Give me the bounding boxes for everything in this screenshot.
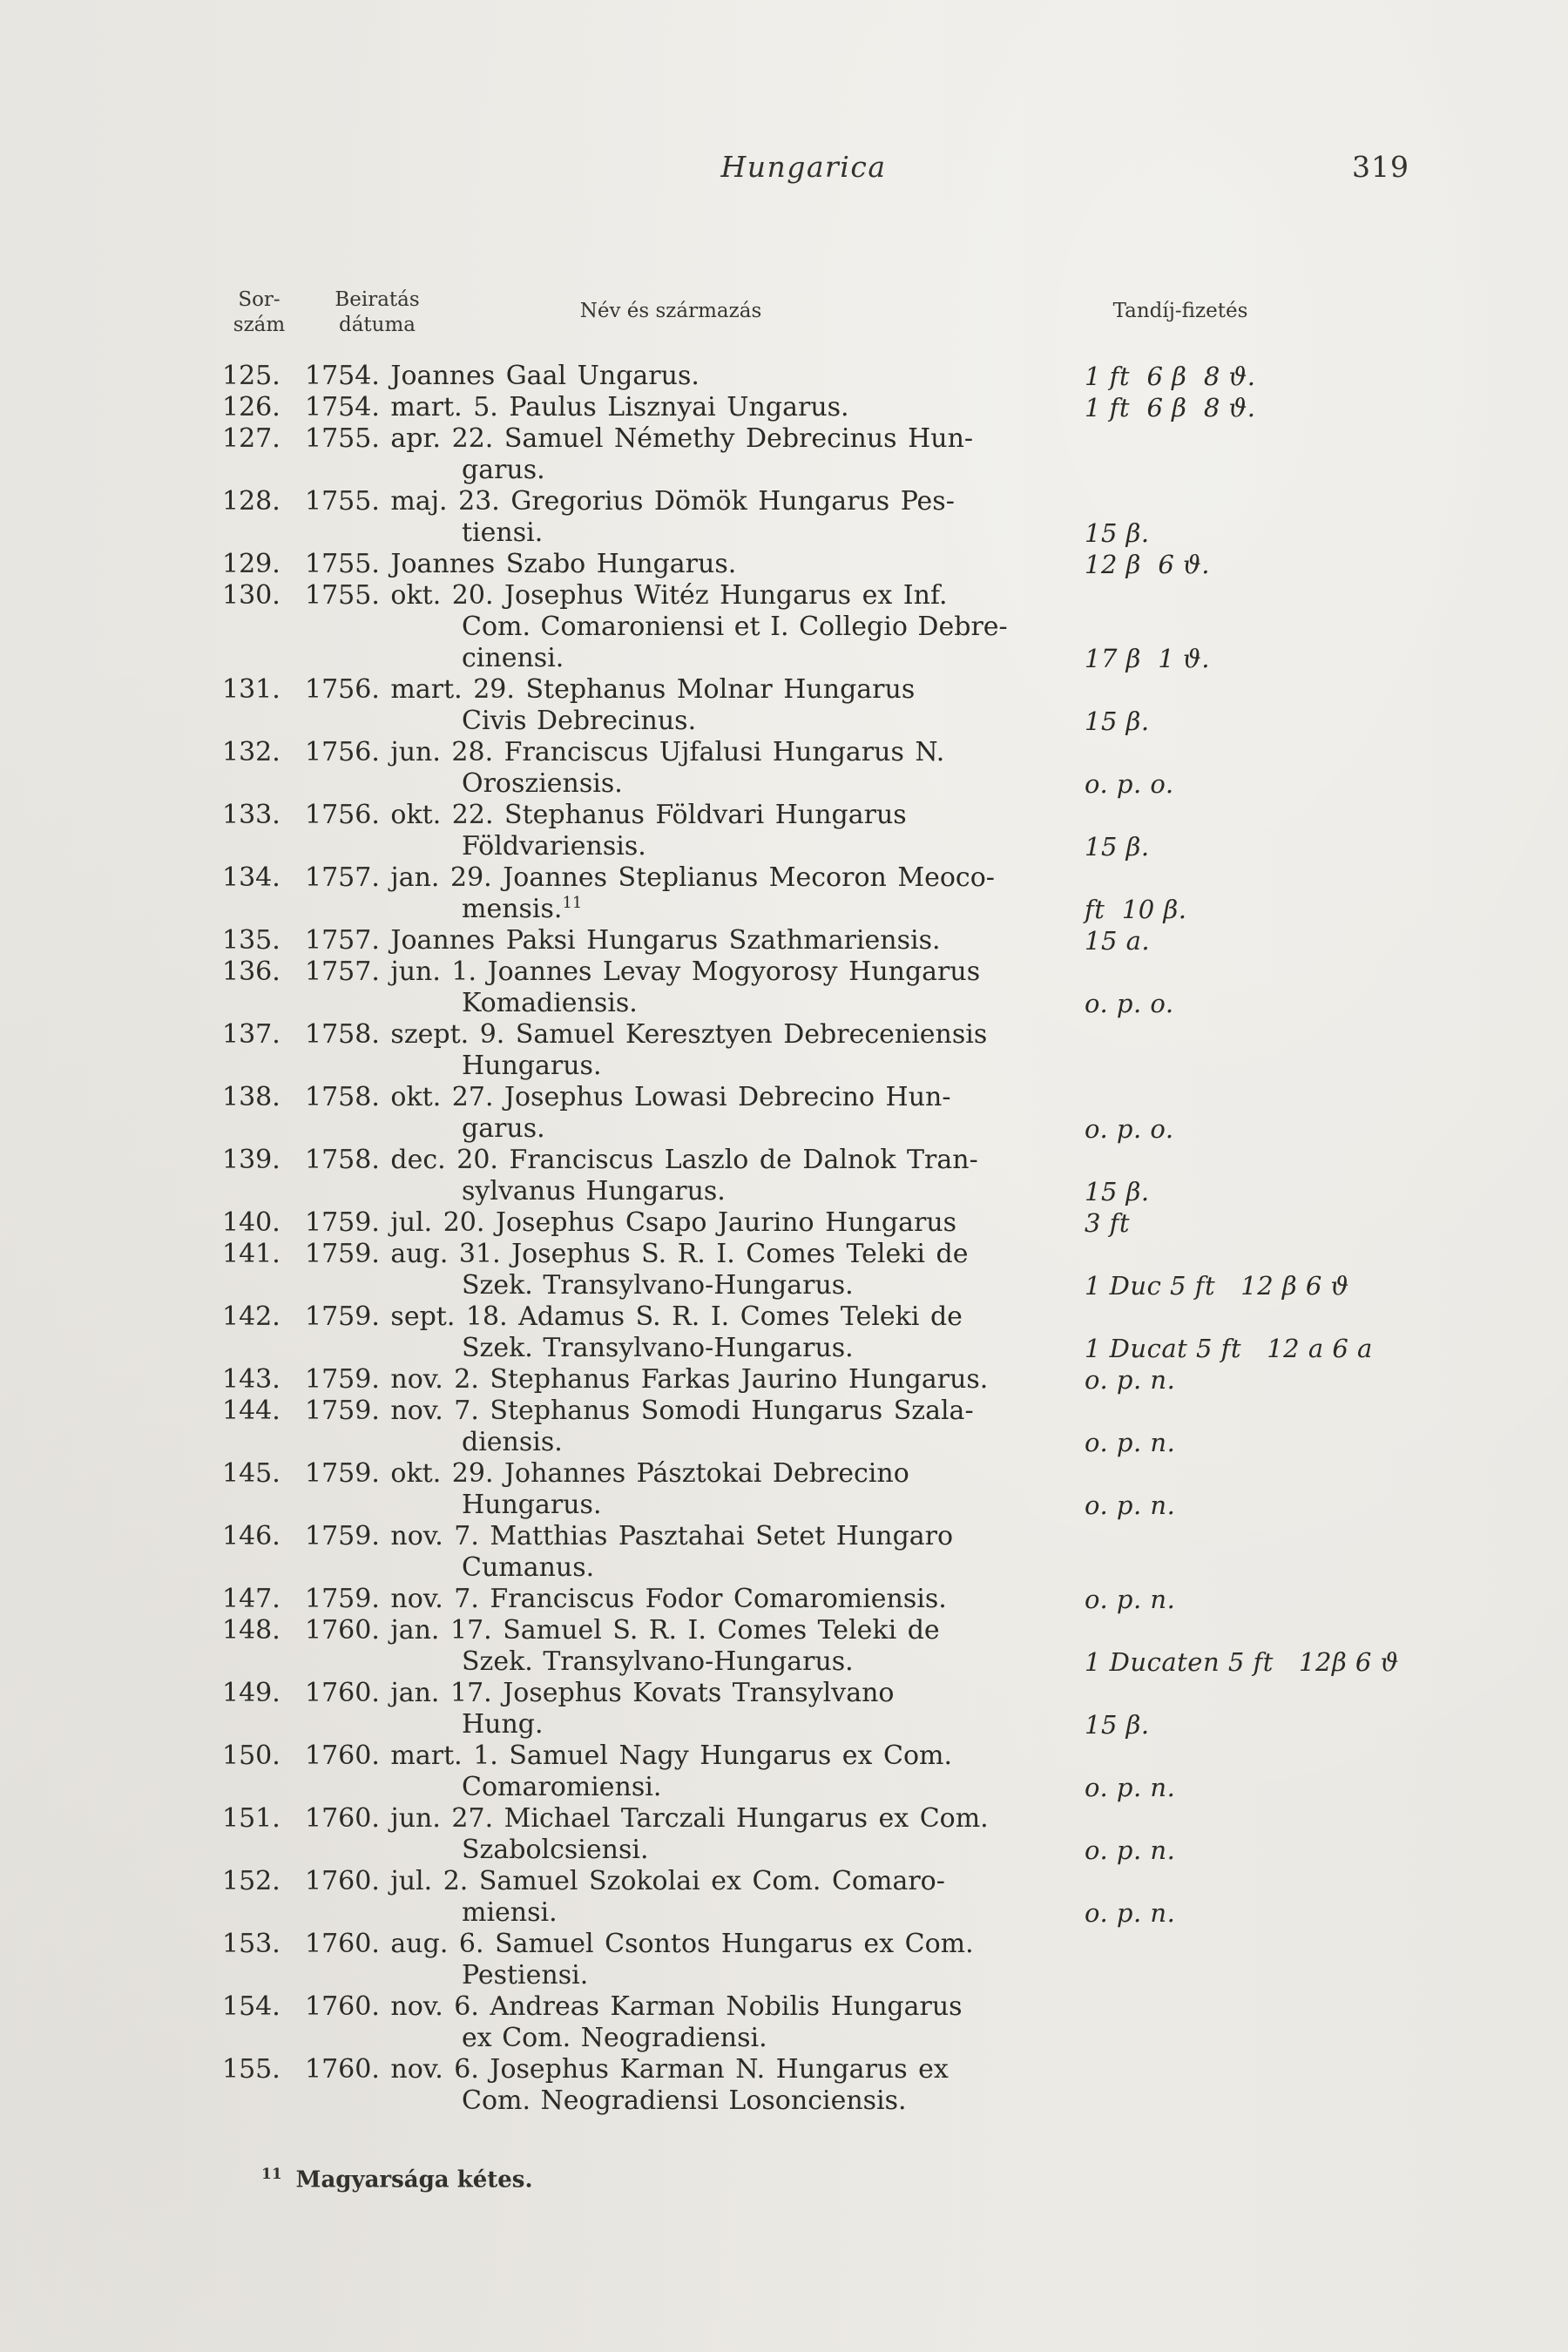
row-line-continuation (222, 1960, 1468, 1991)
row-line-first (222, 956, 1468, 988)
row-line-continuation (222, 1897, 1468, 1929)
row-line-first (222, 486, 1468, 517)
row-line-first (222, 1364, 1468, 1396)
footnote-text: Magyarsága kétes. (295, 2166, 533, 2193)
row-payment: 12 β 6 ϑ. (1085, 550, 1210, 579)
row-number: 145. (222, 1458, 280, 1489)
table-row (222, 392, 1468, 423)
row-line-continuation (222, 1772, 1468, 1803)
row-payment: 1 ft 6 β 8 ϑ. (1085, 393, 1256, 422)
row-number: 155. (222, 2054, 280, 2085)
table-row (222, 1803, 1468, 1866)
row-number: 127. (222, 423, 280, 454)
row-number: 126. (222, 392, 280, 422)
row-line-continuation (222, 1176, 1468, 1207)
row-name-continuation: Com. Neogradiensi Losonciensis. (462, 2085, 907, 2116)
row-date-and-name: 1758. szept. 9. Samuel Keresztyen Debreceniensis (305, 1019, 988, 1050)
row-number: 137. (222, 1019, 280, 1050)
row-payment: 1 ft 6 β 8 ϑ. (1085, 362, 1256, 391)
row-line-continuation (222, 894, 1468, 925)
row-date-and-name: 1755. maj. 23. Gregorius Dömök Hungarus Pes- (305, 486, 955, 517)
row-date-and-name: 1759. nov. 7. Franciscus Fodor Comaromiensis. (305, 1584, 947, 1614)
row-name-continuation: mensis. (462, 894, 563, 924)
row-date-and-name: 1756. okt. 22. Stephanus Földvari Hungarus (305, 800, 907, 830)
row-payment: o. p. n. (1085, 1898, 1176, 1928)
row-payment: o. p. n. (1085, 1835, 1176, 1865)
row-line-first (222, 1991, 1468, 2023)
row-payment: o. p. o. (1085, 989, 1174, 1018)
table-row (222, 486, 1468, 549)
column-header-sorszam-line2: szám (233, 314, 286, 336)
row-line-first (222, 1584, 1468, 1615)
row-date-and-name: 1760. jul. 2. Samuel Szokolai ex Com. Comaro- (305, 1866, 945, 1896)
row-line-first (222, 1615, 1468, 1646)
table-row (222, 1019, 1468, 1082)
row-line-continuation (222, 455, 1468, 486)
row-line-first (222, 1458, 1468, 1490)
table-row (222, 956, 1468, 1019)
row-payment: 15 β. (1085, 518, 1150, 548)
row-date-and-name: 1755. Joannes Szabo Hungarus. (305, 549, 737, 579)
row-payment: o. p. o. (1085, 769, 1174, 799)
row-number: 138. (222, 1082, 280, 1112)
row-name-continuation: tiensi. (462, 517, 544, 548)
footnote (261, 2166, 533, 2193)
row-number: 154. (222, 1991, 280, 2022)
row-number: 139. (222, 1145, 280, 1175)
row-payment: 15 β. (1085, 832, 1150, 862)
row-number: 140. (222, 1207, 280, 1238)
row-date-and-name: 1757. jun. 1. Joannes Levay Mogyorosy Hungarus (305, 956, 981, 987)
row-name-continuation: Cumanus. (462, 1552, 595, 1583)
footnote-marker: 11 (261, 2166, 282, 2183)
table-row (222, 1301, 1468, 1364)
row-line-continuation (222, 1490, 1468, 1521)
row-line-first (222, 1301, 1468, 1333)
row-line-first (222, 1521, 1468, 1552)
row-payment: o. p. o. (1085, 1114, 1174, 1144)
row-name-continuation: sylvanus Hungarus. (462, 1176, 726, 1206)
row-number: 125. (222, 361, 280, 391)
page-number: 319 (1352, 150, 1409, 184)
row-name-continuation: Komadiensis. (462, 988, 638, 1018)
table-row (222, 737, 1468, 800)
row-line-first (222, 1019, 1468, 1051)
row-number: 152. (222, 1866, 280, 1896)
row-date-and-name: 1755. apr. 22. Samuel Némethy Debrecinus Hun- (305, 423, 974, 454)
column-header-beiratas-line1: Beiratás (335, 288, 420, 311)
row-line-first (222, 925, 1468, 956)
column-header-nev: Név és származás (579, 300, 762, 322)
row-number: 142. (222, 1301, 280, 1332)
row-line-first (222, 361, 1468, 392)
row-line-continuation (222, 643, 1468, 674)
row-name-continuation: Hung. (462, 1709, 544, 1740)
row-number: 135. (222, 925, 280, 956)
row-number: 141. (222, 1239, 280, 1269)
table-row (222, 423, 1468, 486)
row-number: 144. (222, 1396, 280, 1426)
row-number: 133. (222, 800, 280, 830)
row-number: 146. (222, 1521, 280, 1551)
row-line-first (222, 862, 1468, 894)
row-date-and-name: 1756. mart. 29. Stephanus Molnar Hungarus (305, 674, 916, 705)
row-payment: 1 Ducat 5 ft 12 a 6 a (1085, 1334, 1373, 1363)
row-line-first (222, 674, 1468, 706)
row-date-and-name: 1759. nov. 7. Stephanus Somodi Hungarus Szala- (305, 1396, 974, 1426)
row-line-first (222, 1396, 1468, 1427)
row-date-and-name: 1758. okt. 27. Josephus Lowasi Debrecino Hun- (305, 1082, 951, 1112)
table-row (222, 1145, 1468, 1207)
row-name-continuation: Orosziensis. (462, 768, 623, 799)
row-number: 131. (222, 674, 280, 705)
table-row (222, 674, 1468, 737)
row-line-first (222, 1929, 1468, 1960)
row-payment: o. p. n. (1085, 1490, 1176, 1520)
table-row (222, 862, 1468, 925)
row-date-and-name: 1755. okt. 20. Josephus Witéz Hungarus ex Inf. (305, 580, 948, 611)
row-line-continuation (222, 2023, 1468, 2054)
table-row (222, 1521, 1468, 1584)
row-date-and-name: 1760. jun. 27. Michael Tarczali Hungarus ex Com. (305, 1803, 989, 1834)
row-line-continuation (222, 706, 1468, 737)
table-row (222, 1396, 1468, 1458)
row-payment: 15 β. (1085, 1710, 1150, 1740)
row-payment: 1 Duc 5 ft 12 β 6 ϑ (1085, 1271, 1349, 1301)
table-row (222, 580, 1468, 674)
row-name-continuation: Szek. Transylvano-Hungarus. (462, 1333, 854, 1363)
row-date-and-name: 1759. okt. 29. Johannes Pásztokai Debrecino (305, 1458, 909, 1489)
row-payment: ft 10 β. (1085, 895, 1187, 924)
row-line-first (222, 1239, 1468, 1270)
row-name-continuation: Hungarus. (462, 1051, 602, 1081)
row-number: 147. (222, 1584, 280, 1614)
row-name-continuation: Földvariensis. (462, 831, 646, 862)
row-payment: 15 β. (1085, 706, 1150, 736)
row-name-continuation: Szabolcsiensi. (462, 1835, 649, 1865)
table-row (222, 2054, 1468, 2117)
row-date-and-name: 1760. jan. 17. Josephus Kovats Transylvano (305, 1678, 895, 1708)
row-name-continuation: Civis Debrecinus. (462, 706, 697, 736)
row-payment: 15 a. (1085, 926, 1151, 956)
column-header-tandij: Tandíj-fizetés (1112, 300, 1248, 322)
row-payment: 17 β 1 ϑ. (1085, 644, 1210, 673)
row-line-first (222, 549, 1468, 580)
table-column-headers (0, 287, 1568, 348)
row-line-continuation (222, 2085, 1468, 2117)
row-name-continuation: garus. (462, 455, 545, 485)
table-row (222, 1678, 1468, 1740)
row-number: 130. (222, 580, 280, 611)
table-row (222, 1239, 1468, 1301)
footnote-reference: 11 (562, 894, 583, 912)
row-line-first (222, 1207, 1468, 1239)
column-header-sorszam-line1: Sor- (238, 288, 280, 311)
table-row (222, 1584, 1468, 1615)
table-body (222, 361, 1468, 2117)
running-head-title: Hungarica (720, 150, 887, 184)
row-number: 153. (222, 1929, 280, 1959)
row-date-and-name: 1759. nov. 2. Stephanus Farkas Jaurino Hungarus. (305, 1364, 989, 1395)
row-line-continuation (222, 1427, 1468, 1458)
table-row (222, 1458, 1468, 1521)
row-line-first (222, 2054, 1468, 2085)
column-header-beiratas (312, 287, 443, 338)
row-payment: 3 ft (1085, 1208, 1131, 1238)
row-number: 132. (222, 737, 280, 767)
row-date-and-name: 1760. mart. 1. Samuel Nagy Hungarus ex Com. (305, 1740, 952, 1771)
row-date-and-name: 1760. nov. 6. Josephus Karman N. Hungarus ex (305, 2054, 949, 2085)
row-number: 149. (222, 1678, 280, 1708)
row-payment: o. p. n. (1085, 1365, 1176, 1395)
row-line-continuation (222, 612, 1468, 643)
row-date-and-name: 1756. jun. 28. Franciscus Ujfalusi Hungarus N. (305, 737, 945, 767)
row-date-and-name: 1759. aug. 31. Josephus S. R. I. Comes Teleki de (305, 1239, 969, 1269)
row-line-first (222, 580, 1468, 612)
row-line-continuation (222, 1552, 1468, 1584)
table-row (222, 361, 1468, 392)
row-name-continuation: Pestiensi. (462, 1960, 589, 1990)
table-row (222, 1740, 1468, 1803)
row-payment: 1 Ducaten 5 ft 12β 6 ϑ (1085, 1647, 1399, 1677)
row-line-first (222, 800, 1468, 831)
row-line-first (222, 1082, 1468, 1113)
running-head (187, 150, 1420, 188)
table-row (222, 1207, 1468, 1239)
row-date-and-name: 1758. dec. 20. Franciscus Laszlo de Dalnok Tran- (305, 1145, 978, 1175)
column-header-beiratas-line2: dátuma (338, 314, 416, 336)
row-payment: o. p. n. (1085, 1585, 1176, 1614)
row-number: 128. (222, 486, 280, 517)
table-row (222, 1082, 1468, 1145)
row-line-first (222, 1145, 1468, 1176)
row-name-continuation: Szek. Transylvano-Hungarus. (462, 1646, 854, 1677)
row-date-and-name: 1757. jan. 29. Joannes Steplianus Mecoron Meoco- (305, 862, 995, 893)
row-line-continuation (222, 831, 1468, 862)
row-name-continuation: cinensi. (462, 643, 564, 673)
row-line-continuation (222, 1113, 1468, 1145)
row-line-continuation (222, 988, 1468, 1019)
row-date-and-name: 1760. jan. 17. Samuel S. R. I. Comes Teleki de (305, 1615, 940, 1646)
row-date-and-name: 1759. sept. 18. Adamus S. R. I. Comes Teleki de (305, 1301, 963, 1332)
row-line-first (222, 392, 1468, 423)
row-date-and-name: 1760. nov. 6. Andreas Karman Nobilis Hungarus (305, 1991, 963, 2022)
row-number: 143. (222, 1364, 280, 1395)
row-number: 151. (222, 1803, 280, 1834)
row-name-continuation: Hungarus. (462, 1490, 602, 1520)
row-name-continuation: ex Com. Neogradiensi. (462, 2023, 767, 2053)
table-row (222, 1364, 1468, 1396)
table-row (222, 1615, 1468, 1678)
table-row (222, 800, 1468, 862)
row-number: 148. (222, 1615, 280, 1646)
row-date-and-name: 1760. aug. 6. Samuel Csontos Hungarus ex Com. (305, 1929, 974, 1959)
row-name-continuation: miensi. (462, 1897, 558, 1928)
table-row (222, 1991, 1468, 2054)
row-name-continuation: garus. (462, 1113, 545, 1144)
row-line-continuation (222, 1051, 1468, 1082)
row-date-and-name: 1757. Joannes Paksi Hungarus Szathmariensis. (305, 925, 941, 956)
row-line-first (222, 423, 1468, 455)
table-row (222, 549, 1468, 580)
row-name-continuation: diensis. (462, 1427, 563, 1457)
row-payment: o. p. n. (1085, 1428, 1176, 1457)
table-row (222, 1929, 1468, 1991)
row-number: 129. (222, 549, 280, 579)
row-name-continuation: Comaromiensi. (462, 1772, 662, 1802)
row-number: 134. (222, 862, 280, 893)
row-payment: 15 β. (1085, 1177, 1150, 1206)
row-line-continuation (222, 768, 1468, 800)
row-date-and-name: 1754. Joannes Gaal Ungarus. (305, 361, 700, 391)
column-header-sorszam (209, 287, 309, 338)
row-line-first (222, 1740, 1468, 1772)
row-line-first (222, 1866, 1468, 1897)
row-name-continuation: Com. Comaroniensi et I. Collegio Debre- (462, 612, 1008, 642)
row-line-continuation (222, 1835, 1468, 1866)
row-date-and-name: 1759. nov. 7. Matthias Pasztahai Setet Hungaro (305, 1521, 954, 1551)
row-line-continuation (222, 1709, 1468, 1740)
table-row (222, 925, 1468, 956)
row-date-and-name: 1759. jul. 20. Josephus Csapo Jaurino Hungarus (305, 1207, 957, 1238)
row-number: 150. (222, 1740, 280, 1771)
row-line-first (222, 1803, 1468, 1835)
row-line-first (222, 1678, 1468, 1709)
row-date-and-name: 1754. mart. 5. Paulus Lisznyai Ungarus. (305, 392, 849, 422)
row-payment: o. p. n. (1085, 1773, 1176, 1802)
row-line-continuation (222, 517, 1468, 549)
row-line-first (222, 737, 1468, 768)
table-row (222, 1866, 1468, 1929)
row-number: 136. (222, 956, 280, 987)
row-name-continuation: Szek. Transylvano-Hungarus. (462, 1270, 854, 1301)
